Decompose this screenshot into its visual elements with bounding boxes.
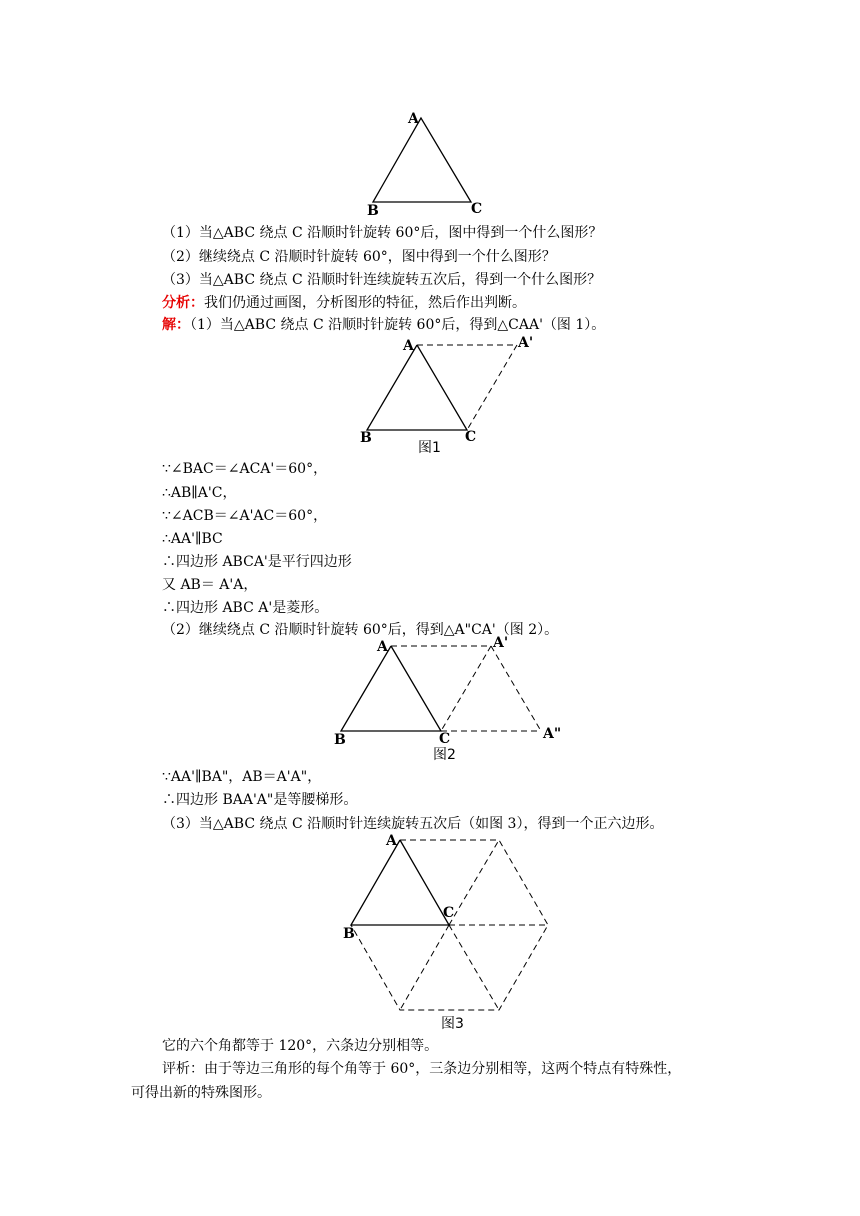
analysis-text: 我们仍通过画图，分析图形的特征，然后作出判断。 xyxy=(204,295,526,311)
label-b: B xyxy=(367,203,379,219)
proof1-line-6: 又 AB＝ A'A， xyxy=(162,577,258,593)
fig3-label-a: A xyxy=(386,833,397,849)
fig3-label-b: B xyxy=(343,926,355,942)
fig3-label-c: C xyxy=(443,905,455,921)
proof1-line-1: ∵∠BAC＝∠ACA'＝60°， xyxy=(162,461,328,477)
solution-text: （1）当△ABC 绕点 C 沿顺时针旋转 60°后，得到△CAA'（图 1）。 xyxy=(190,317,606,333)
fig3-triangle-abc xyxy=(351,840,449,925)
question-3: （3）当△ABC 绕点 C 沿顺时针连续旋转五次后，得到一个什么图形？ xyxy=(162,272,602,288)
fig3-dashed-spoke-4 xyxy=(400,925,449,1010)
fig2-label-c: C xyxy=(439,731,451,747)
comment-line-1: 评析：由于等边三角形的每个角等于 60°，三条边分别相等，这两个特点有特殊性， xyxy=(162,1061,682,1077)
proof2-line-1: ∵AA'∥BA"，AB＝A'A"， xyxy=(162,769,322,785)
proof1-line-7: ∴四边形 ABC A'是菱形。 xyxy=(162,600,329,616)
comment-line-2: 可得出新的特殊图形。 xyxy=(131,1085,271,1101)
part3-line: （3）当△ABC 绕点 C 沿顺时针连续旋转五次后（如图 3），得到一个正六边形。 xyxy=(162,816,664,832)
solution-label: 解： xyxy=(162,317,190,333)
fig2-label-b: B xyxy=(334,732,346,748)
label-c: C xyxy=(471,201,483,217)
fig2-label-a: A xyxy=(377,639,388,655)
question-1: （1）当△ABC 绕点 C 沿顺时针旋转 60°后，图中得到一个什么图形？ xyxy=(162,225,603,241)
fig2-label-a1: A' xyxy=(493,635,509,651)
fig1-label-a1: A' xyxy=(518,335,534,351)
part2-line: （2）继续绕点 C 沿顺时针旋转 60°后，得到△A"CA'（图 2）。 xyxy=(162,622,559,638)
conclusion-line: 它的六个角都等于 120°，六条边分别相等。 xyxy=(162,1038,439,1054)
proof1-line-4: ∴AA'∥BC xyxy=(162,531,223,547)
fig3-caption: 图3 xyxy=(441,1016,464,1032)
label-a: A xyxy=(408,111,419,127)
fig3-dashed-spoke-3 xyxy=(449,925,499,1010)
analysis-label: 分析： xyxy=(162,295,204,311)
fig1-label-a: A xyxy=(403,338,414,354)
proof2-line-2: ∴四边形 BAA'A"是等腰梯形。 xyxy=(162,792,358,808)
proof1-line-3: ∵∠ACB＝∠A'AC＝60°， xyxy=(162,508,328,524)
proof1-line-5: ∴四边形 ABCA'是平行四边形 xyxy=(162,554,352,570)
fig3-dashed-spoke-1 xyxy=(449,840,499,925)
fig1-label-b: B xyxy=(360,430,372,446)
proof1-line-2: ∴AB∥A'C， xyxy=(162,485,237,501)
fig2-caption: 图2 xyxy=(433,747,456,763)
fig2-label-a2: A" xyxy=(543,726,562,742)
fig1-caption: 图1 xyxy=(418,440,441,456)
question-2: （2）继续绕点 C 沿顺时针旋转 60°，图中得到一个什么图形？ xyxy=(162,249,556,265)
fig1-label-c: C xyxy=(465,429,477,445)
